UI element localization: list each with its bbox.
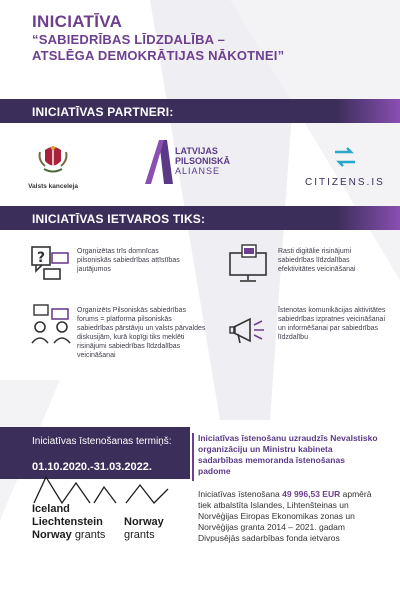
band-accent	[336, 206, 400, 230]
activity-text: Rasti digitālie risinājumi sabiedrības līdzdalības efektivitātes veicināšanai	[278, 248, 356, 273]
activity-item	[30, 243, 195, 289]
civic-alliance-line-1: LATVIJAS	[175, 146, 218, 156]
supervision-text: Iniciatīvas īstenošanu uzraudzīs Nevalstisko organizāciju un Ministru kabineta sadarbības memoranda īstenošanas padome	[198, 433, 378, 476]
period-dates: 01.10.2020.-31.03.2022.	[32, 461, 152, 473]
activity-text: Organizētas trīs domnīcas pilsoniskās sabiedrības attīstības jautājumos	[77, 248, 180, 273]
civic-alliance-line-3: ALIANSE	[175, 166, 221, 176]
grants-grants-word: grants	[74, 529, 106, 541]
citizens-logo	[305, 146, 385, 188]
state-chancellery-caption: Valsts kanceleja	[28, 183, 78, 190]
citizens-arrows-icon	[333, 146, 357, 168]
people-discussion-icon	[30, 303, 74, 347]
subtitle-line-1: “SABIEDRĪBAS LĪDZDALĪBA –	[32, 32, 226, 47]
megaphone-icon	[228, 303, 272, 347]
activity-item	[30, 303, 220, 383]
period-label: Iniciatīvas īstenošanas termiņš:	[32, 436, 172, 447]
grants-line-iceland: Iceland	[32, 503, 70, 515]
norway-grants-line-2: grants	[124, 529, 155, 541]
funding-text	[198, 489, 378, 544]
funding-suffix: apmērā tiek atbalstīta Islandes, Lihtenšteinas un Norvēģijas Eiropas Ekonomikas zonas un Norvēģijas granta 2014 – 2021. gadam Divpusējās sadarbības fonda ietvaros	[198, 489, 372, 543]
citizens-wordmark: CITIZENS.IS	[305, 177, 385, 188]
period-box	[0, 427, 190, 479]
coat-of-arms-icon	[36, 142, 70, 176]
partners-row	[0, 128, 400, 198]
subtitle-line-2: ATSLĒGA DEMOKRĀTIJAS NĀKOTNEI”	[32, 48, 285, 63]
page-title: INICIATĪVA	[32, 12, 123, 31]
activity-text: Īstenotas komunikācijas aktivitātes sabiedrības izpratnes veicināšanai un informēšanai par sabiedrības līdzdalību	[278, 307, 386, 341]
activity-item	[228, 243, 388, 289]
activity-item	[228, 303, 388, 383]
norway-grants-line-1: Norway	[124, 516, 164, 528]
band-accent	[336, 99, 400, 123]
grants-line-liechtenstein: Liechtenstein	[32, 516, 103, 528]
activity-text: Organizēts Pilsoniskās sabiedrības forums = platforma pilsoniskās sabiedrības pārstāvju un valsts pārvaldes diskusijām, kurā kopīgi tiks meklēti risinājumi sabiedrības līdzdalības veicināšanai	[77, 307, 206, 359]
computer-monitor-icon	[228, 243, 272, 283]
activities-heading: INICIATĪVAS IETVAROS TIKS:	[32, 212, 206, 226]
funding-prefix: Iniciatīvas īstenošana	[198, 489, 280, 499]
grants-norway-word: Norway	[32, 529, 72, 541]
civic-alliance-line-2: PILSONISKĀ	[175, 156, 231, 166]
partners-heading: INICIATĪVAS PARTNERI:	[32, 105, 174, 119]
activities-band	[0, 206, 400, 230]
header	[32, 12, 284, 64]
supervision-divider	[192, 433, 194, 481]
state-chancellery-logo	[28, 142, 78, 190]
grants-line-norway	[32, 529, 105, 542]
speech-bubbles-icon	[30, 243, 72, 283]
svg-text:?: ?	[37, 250, 46, 266]
norway-grants-icon	[124, 481, 178, 505]
civic-alliance-name	[175, 146, 230, 176]
funding-amount: 49 996,53 EUR	[282, 489, 341, 499]
civic-alliance-logo	[145, 140, 231, 189]
partners-band	[0, 99, 400, 123]
alliance-triangle-icon	[145, 140, 175, 184]
